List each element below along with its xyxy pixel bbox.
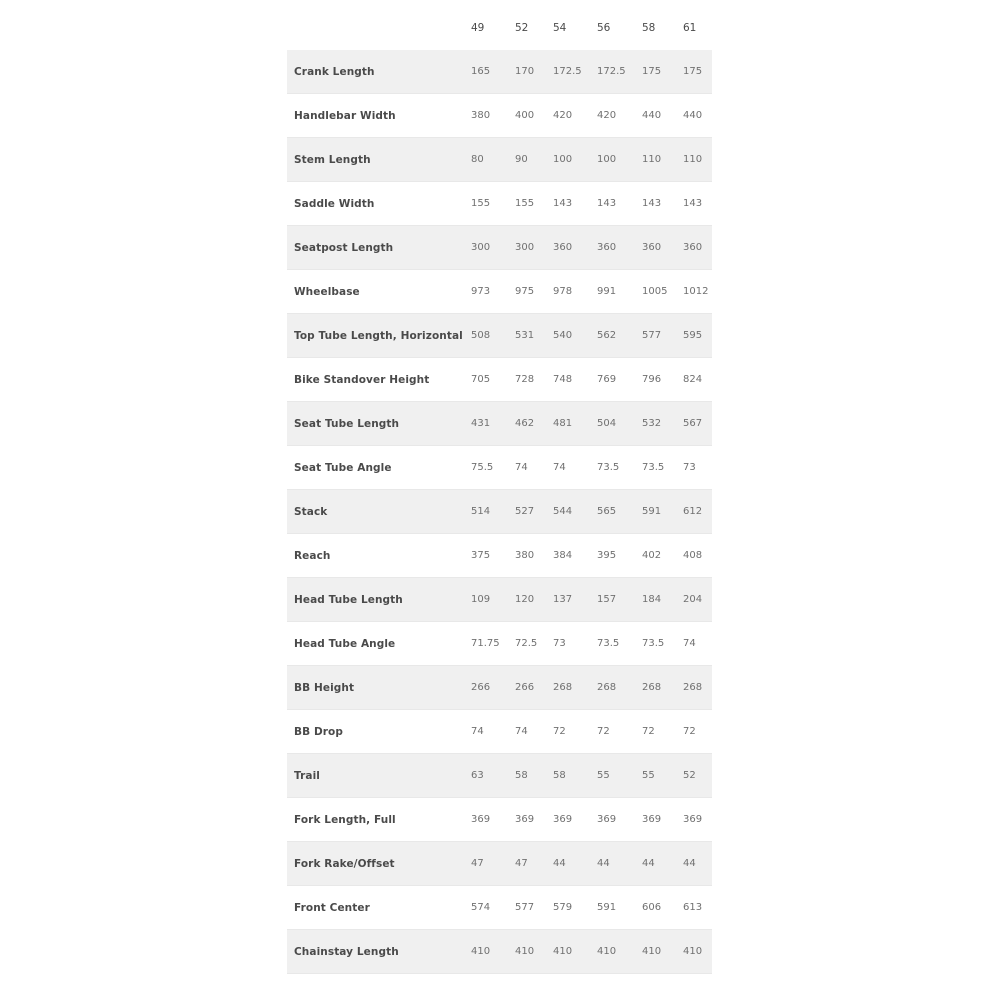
row-label: Head Tube Angle <box>294 638 396 650</box>
table-cell: 73.5 <box>642 638 665 649</box>
table-cell: 481 <box>553 418 573 429</box>
table-header-row <box>287 6 712 50</box>
table-cell: 380 <box>471 110 491 121</box>
table-cell: 143 <box>683 198 703 209</box>
row-label: BB Height <box>294 682 355 694</box>
table-cell: 155 <box>471 198 491 209</box>
table-cell: 63 <box>471 770 484 781</box>
table-cell: 184 <box>642 594 662 605</box>
table-cell: 384 <box>553 550 573 561</box>
table-cell: 74 <box>553 462 566 473</box>
table-row <box>287 666 712 710</box>
table-cell: 395 <box>597 550 617 561</box>
table-cell: 268 <box>597 682 617 693</box>
table-cell: 824 <box>683 374 703 385</box>
table-cell: 109 <box>471 594 491 605</box>
size-header: 61 <box>683 22 697 34</box>
table-cell: 204 <box>683 594 703 605</box>
table-cell: 420 <box>597 110 617 121</box>
table-cell: 562 <box>597 330 617 341</box>
table-cell: 172.5 <box>553 66 582 77</box>
row-label: Bike Standover Height <box>294 374 430 386</box>
table-cell: 90 <box>515 154 528 165</box>
table-row <box>287 886 712 930</box>
table-cell: 170 <box>515 66 535 77</box>
row-label: Front Center <box>294 902 370 914</box>
table-row <box>287 182 712 226</box>
table-cell: 266 <box>471 682 491 693</box>
table-cell: 266 <box>515 682 535 693</box>
table-cell: 52 <box>683 770 696 781</box>
row-label: Trail <box>294 770 320 782</box>
table-cell: 75.5 <box>471 462 494 473</box>
table-cell: 375 <box>471 550 491 561</box>
size-header: 56 <box>597 22 611 34</box>
table-cell: 796 <box>642 374 662 385</box>
size-header: 52 <box>515 22 529 34</box>
table-cell: 508 <box>471 330 491 341</box>
table-cell: 157 <box>597 594 617 605</box>
table-cell: 748 <box>553 374 573 385</box>
table-row <box>287 94 712 138</box>
table-row <box>287 358 712 402</box>
table-cell: 110 <box>642 154 662 165</box>
table-cell: 73.5 <box>597 638 620 649</box>
table-row <box>287 842 712 886</box>
table-cell: 577 <box>515 902 535 913</box>
table-cell: 380 <box>515 550 535 561</box>
table-cell: 300 <box>515 242 535 253</box>
table-cell: 567 <box>683 418 703 429</box>
table-cell: 514 <box>471 506 491 517</box>
table-cell: 110 <box>683 154 703 165</box>
table-row <box>287 314 712 358</box>
table-cell: 577 <box>642 330 662 341</box>
table-cell: 408 <box>683 550 703 561</box>
table-cell: 44 <box>642 858 655 869</box>
table-row <box>287 50 712 94</box>
row-label: Top Tube Length, Horizontal <box>294 330 463 342</box>
table-cell: 47 <box>515 858 528 869</box>
row-label: Fork Rake/Offset <box>294 858 395 870</box>
table-cell: 72 <box>683 726 696 737</box>
table-cell: 72 <box>642 726 655 737</box>
table-row <box>287 490 712 534</box>
table-cell: 991 <box>597 286 617 297</box>
row-label: Reach <box>294 550 331 562</box>
table-cell: 591 <box>642 506 662 517</box>
table-row <box>287 578 712 622</box>
table-cell: 431 <box>471 418 491 429</box>
table-cell: 402 <box>642 550 662 561</box>
table-cell: 72 <box>597 726 610 737</box>
table-cell: 1012 <box>683 286 709 297</box>
table-cell: 55 <box>642 770 655 781</box>
table-cell: 574 <box>471 902 491 913</box>
row-label: Stack <box>294 506 328 518</box>
table-cell: 44 <box>597 858 610 869</box>
table-cell: 532 <box>642 418 662 429</box>
table-row <box>287 798 712 842</box>
table-cell: 44 <box>683 858 696 869</box>
table-cell: 369 <box>553 814 573 825</box>
table-cell: 73 <box>683 462 696 473</box>
table-row <box>287 270 712 314</box>
table-cell: 369 <box>642 814 662 825</box>
table-cell: 72.5 <box>515 638 538 649</box>
table-cell: 728 <box>515 374 535 385</box>
table-row <box>287 402 712 446</box>
table-cell: 165 <box>471 66 491 77</box>
table-cell: 544 <box>553 506 573 517</box>
table-row <box>287 226 712 270</box>
table-cell: 74 <box>683 638 696 649</box>
row-label: Seatpost Length <box>294 242 394 254</box>
table-cell: 531 <box>515 330 535 341</box>
table-cell: 591 <box>597 902 617 913</box>
table-cell: 172.5 <box>597 66 626 77</box>
table-cell: 268 <box>683 682 703 693</box>
table-cell: 58 <box>515 770 528 781</box>
table-row <box>287 930 712 974</box>
table-cell: 420 <box>553 110 573 121</box>
row-label: Seat Tube Length <box>294 418 400 430</box>
row-label: Chainstay Length <box>294 946 399 958</box>
table-cell: 74 <box>471 726 484 737</box>
table-cell: 120 <box>515 594 535 605</box>
table-cell: 268 <box>553 682 573 693</box>
table-cell: 74 <box>515 726 528 737</box>
table-cell: 72 <box>553 726 566 737</box>
table-cell: 565 <box>597 506 617 517</box>
table-cell: 973 <box>471 286 491 297</box>
table-row <box>287 622 712 666</box>
table-cell: 175 <box>642 66 662 77</box>
table-cell: 369 <box>515 814 535 825</box>
table-cell: 74 <box>515 462 528 473</box>
table-cell: 58 <box>553 770 566 781</box>
table-cell: 360 <box>553 242 573 253</box>
table-cell: 410 <box>642 946 662 957</box>
table-cell: 462 <box>515 418 535 429</box>
table-cell: 606 <box>642 902 662 913</box>
table-cell: 73.5 <box>642 462 665 473</box>
table-cell: 612 <box>683 506 703 517</box>
table-cell: 100 <box>597 154 617 165</box>
table-cell: 579 <box>553 902 573 913</box>
table-cell: 369 <box>471 814 491 825</box>
table-cell: 1005 <box>642 286 668 297</box>
table-cell: 80 <box>471 154 484 165</box>
table-cell: 975 <box>515 286 535 297</box>
size-header: 54 <box>553 22 567 34</box>
table-cell: 410 <box>471 946 491 957</box>
table-cell: 410 <box>597 946 617 957</box>
row-label: Wheelbase <box>294 286 360 298</box>
table-cell: 71.75 <box>471 638 500 649</box>
table-cell: 369 <box>683 814 703 825</box>
table-cell: 360 <box>642 242 662 253</box>
table-cell: 540 <box>553 330 573 341</box>
table-cell: 410 <box>553 946 573 957</box>
table-cell: 73 <box>553 638 566 649</box>
table-cell: 410 <box>515 946 535 957</box>
geometry-table <box>287 6 712 974</box>
row-label: Handlebar Width <box>294 110 396 122</box>
table-cell: 705 <box>471 374 491 385</box>
table-cell: 369 <box>597 814 617 825</box>
row-label: Saddle Width <box>294 198 375 210</box>
table-cell: 100 <box>553 154 573 165</box>
table-cell: 527 <box>515 506 535 517</box>
table-row <box>287 138 712 182</box>
table-row <box>287 710 712 754</box>
table-cell: 300 <box>471 242 491 253</box>
table-cell: 440 <box>642 110 662 121</box>
size-header: 58 <box>642 22 656 34</box>
table-cell: 44 <box>553 858 566 869</box>
table-cell: 268 <box>642 682 662 693</box>
row-label: Fork Length, Full <box>294 814 396 826</box>
table-cell: 143 <box>597 198 617 209</box>
table-cell: 360 <box>597 242 617 253</box>
table-cell: 143 <box>642 198 662 209</box>
table-cell: 595 <box>683 330 703 341</box>
row-label: Head Tube Length <box>294 594 403 606</box>
row-label: Seat Tube Angle <box>294 462 392 474</box>
table-row <box>287 534 712 578</box>
table-body <box>287 50 712 974</box>
table-cell: 769 <box>597 374 617 385</box>
table-cell: 440 <box>683 110 703 121</box>
table-cell: 978 <box>553 286 573 297</box>
size-header: 49 <box>471 22 485 34</box>
table-cell: 175 <box>683 66 703 77</box>
table-cell: 47 <box>471 858 484 869</box>
table-cell: 613 <box>683 902 703 913</box>
table-row <box>287 754 712 798</box>
table-cell: 137 <box>553 594 573 605</box>
table-cell: 410 <box>683 946 703 957</box>
table-cell: 504 <box>597 418 617 429</box>
table-cell: 360 <box>683 242 703 253</box>
row-label: BB Drop <box>294 726 343 738</box>
row-label: Stem Length <box>294 154 371 166</box>
table-cell: 155 <box>515 198 535 209</box>
table-cell: 55 <box>597 770 610 781</box>
row-label: Crank Length <box>294 66 375 78</box>
table-cell: 143 <box>553 198 573 209</box>
table-cell: 400 <box>515 110 535 121</box>
table-cell: 73.5 <box>597 462 620 473</box>
table-row <box>287 446 712 490</box>
